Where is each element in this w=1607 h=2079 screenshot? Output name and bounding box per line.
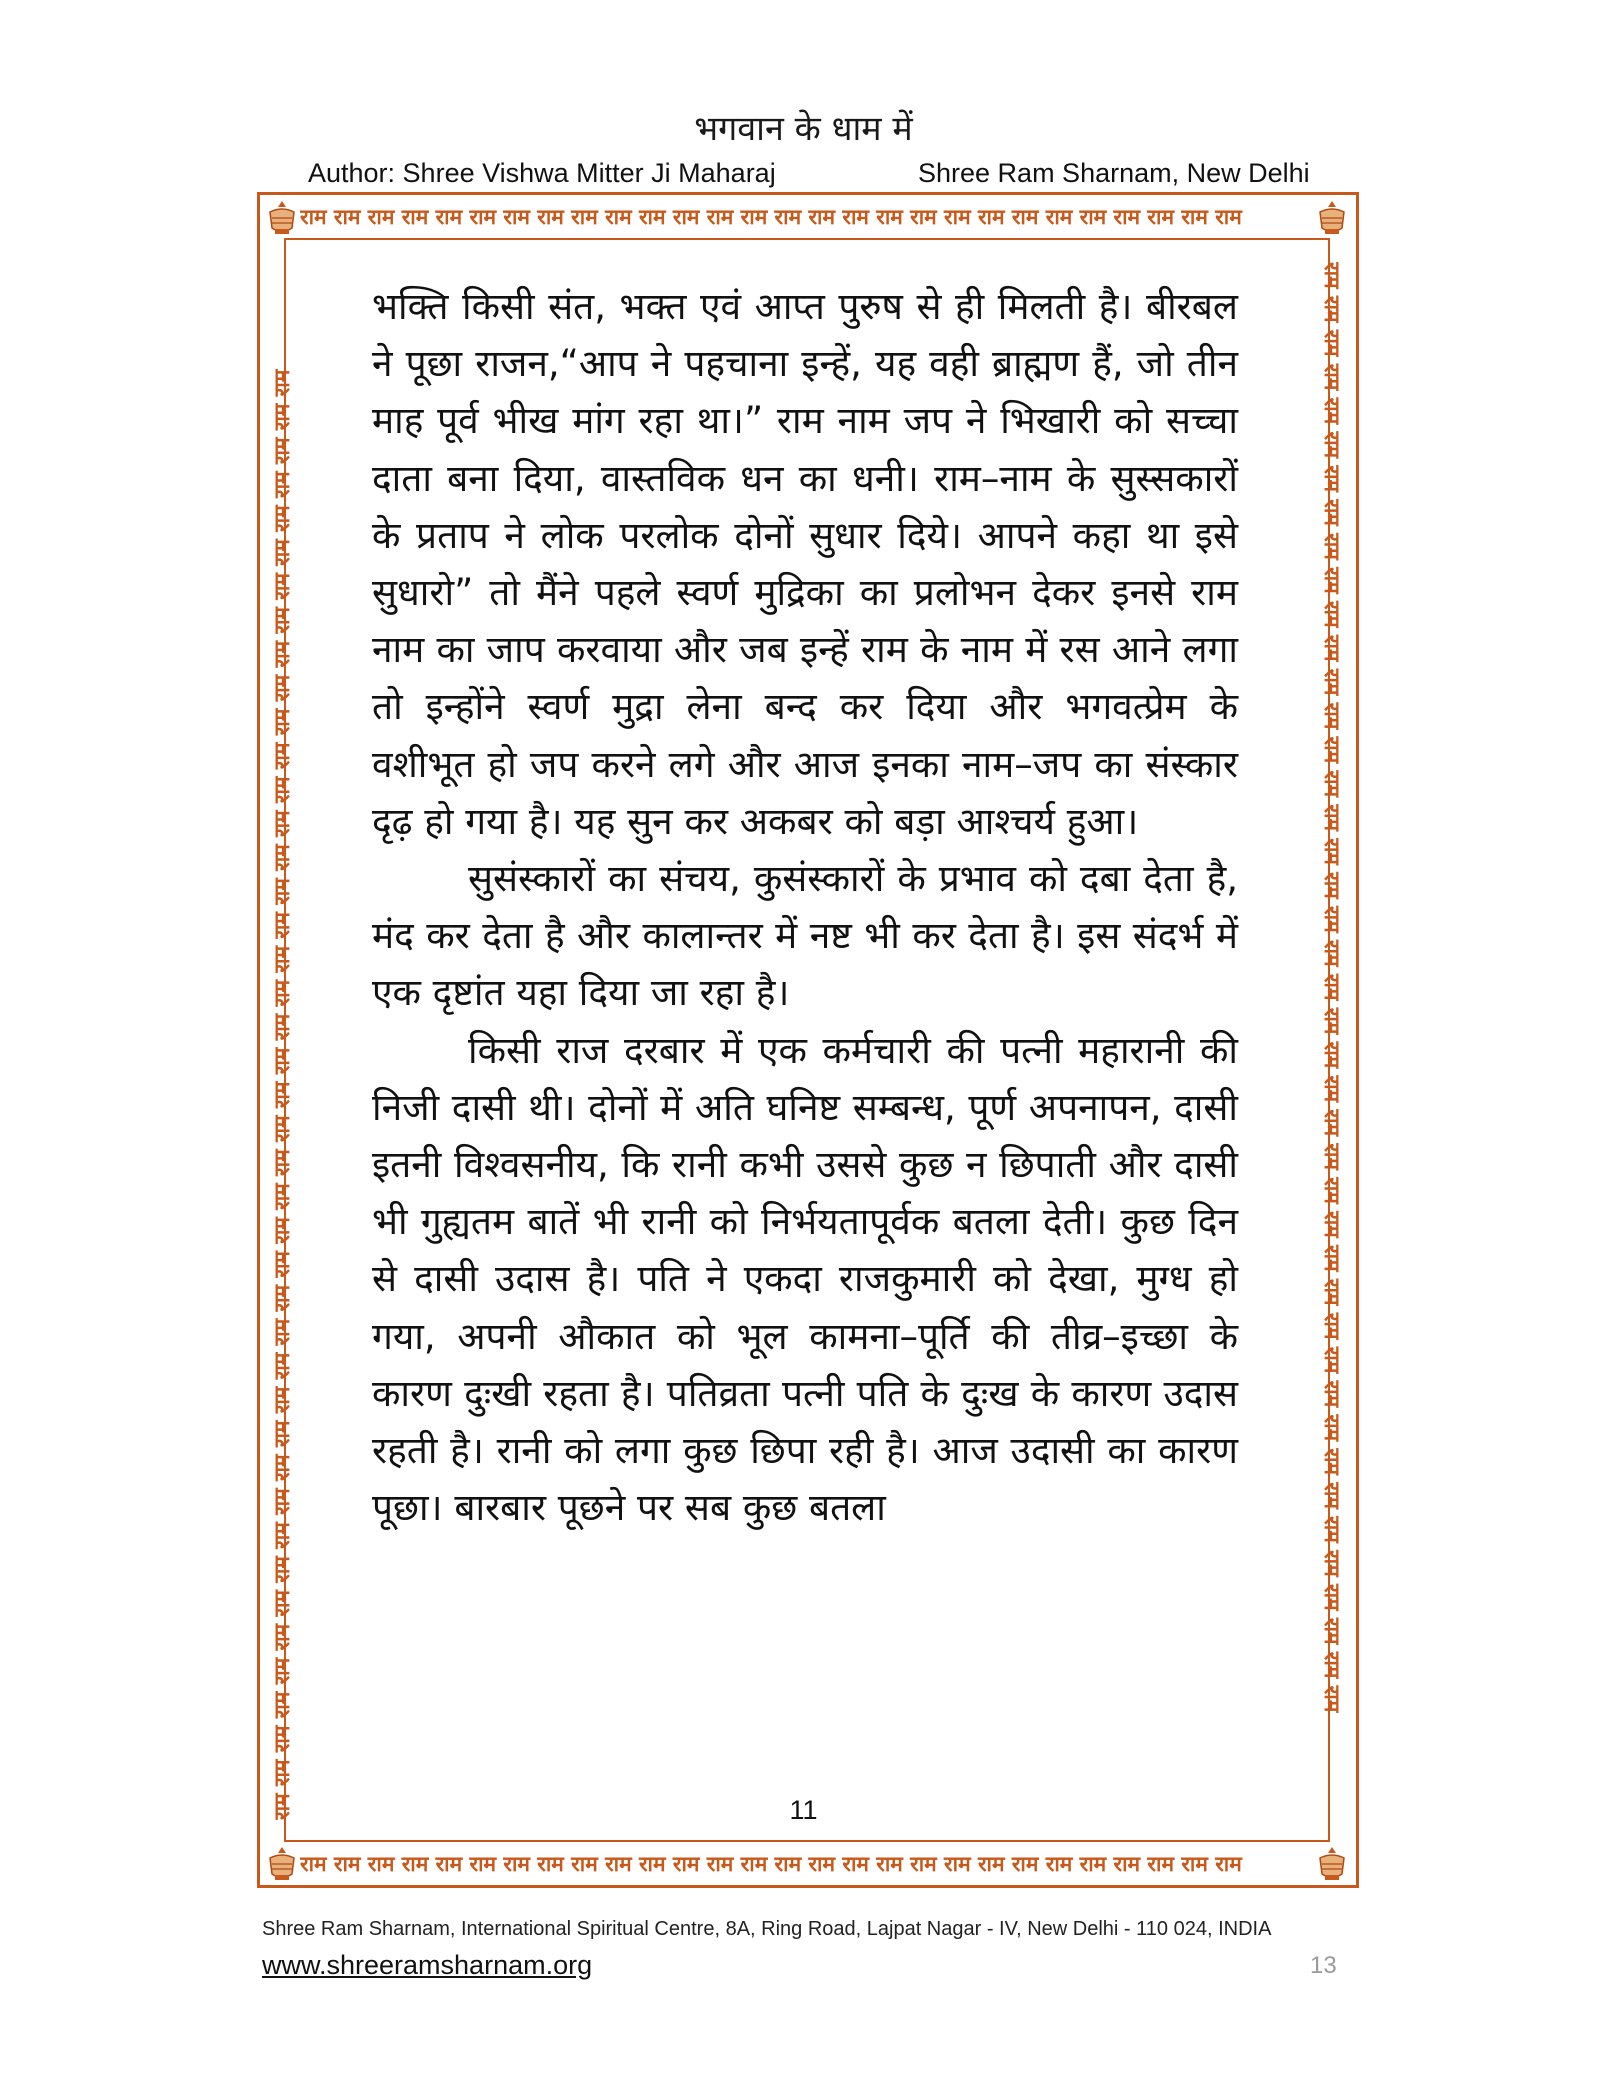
paragraph-1: भक्ति किसी संत, भक्त एवं आप्त पुरुष से ही मिलती है। बीरबल ने पूछा राजन,“आप ने पहचाना इन्हें, यह वही ब्राह्मण हैं, जो तीन माह पूर्व भीख मांग रहा था।” राम नाम जप ने भिखारी को सच्चा दाता बना दिया, वास्तविक धन का धनी। राम–नाम के सुस्सकारों के प्रताप ने लोक परलोक दोनों सुधार दिये। आपने कहा था इसे सुधारो” तो मैंने पहले स्वर्ण मुद्रिका का प्रलोभन देकर इनसे राम नाम का जाप करवाया और जब इन्हें राम के नाम में रस आने लगा तो इन्होंने स्वर्ण मुद्रा लेना बन्द कर दिया और भगवत्प्रेम के वशीभूत हो जप करने लगे और आज इनका नाम–जप का संस्कार दृढ़ हो गया है। यह सुन कर अकबर को बड़ा आश्चर्य हुआ। xyxy=(372,285,1238,843)
border-text-bottom: राम राम राम राम राम राम राम राम राम राम राम राम राम राम राम राम राम राम राम राम राम राम राम राम राम राम राम राम xyxy=(300,1852,1242,1876)
author-line: Author: Shree Vishwa Mitter Ji Maharaj xyxy=(308,158,776,188)
kalash-icon xyxy=(262,198,302,238)
book-title: भगवान के धाम में xyxy=(694,109,913,149)
border-text-left: राम राम राम राम राम राम राम राम राम राम राम राम राम राम राम राम राम राम राम राम राम राम राम राम राम राम राम राम राम राम राम राम राम राम राम राम राम राम राम राम राम राम राम xyxy=(270,369,294,1820)
kalash-icon xyxy=(262,1844,302,1884)
paragraph-2: सुसंस्कारों का संचय, कुसंस्कारों के प्रभाव को दबा देता है, मंद कर देता है और कालान्तर में नष्ट भी कर देता है। इस संदर्भ में एक दृष्टांत यहा दिया जा रहा है। xyxy=(372,857,1238,1015)
kalash-icon xyxy=(1312,1844,1352,1884)
footer-website-link[interactable]: www.shreeramsharnam.org xyxy=(262,1950,593,1980)
footer-address: Shree Ram Sharnam, International Spiritual Centre, 8A, Ring Road, Lajpat Nagar - IV, New Delhi - 110 024, INDIA xyxy=(262,1918,1272,1940)
pdf-page-number: 13 xyxy=(1310,1952,1337,1979)
paragraph-3: किसी राज दरबार में एक कर्मचारी की पत्नी महारानी की निजी दासी थी। दोनों में अति घनिष्ट सम्बन्ध, पूर्ण अपनापन, दासी इतनी विश्वसनीय, कि रानी कभी उससे कुछ न छिपाती और दासी भी गुह्यतम बातें भी रानी को निर्भयतापूर्वक बतला देती। कुछ दिन से दासी उदास है। पति ने एकदा राजकुमारी को देखा, मुग्ध हो गया, अपनी औकात को भूल कामना–पूर्ति की तीव्र–इच्छा के कारण दुःखी रहता है। पतिव्रता पत्नी पति के दुःख के कारण उदास रहती है। रानी को लगा कुछ छिपा रही है। आज उदासी का कारण पूछा। बारबार पूछने पर सब कुछ बतला xyxy=(372,1028,1238,1530)
border-text-right: राम राम राम राम राम राम राम राम राम राम राम राम राम राम राम राम राम राम राम राम राम राम राम राम राम राम राम राम राम राम राम राम राम राम राम राम राम राम राम राम राम राम राम xyxy=(1320,262,1344,1713)
border-text-top: राम राम राम राम राम राम राम राम राम राम राम राम राम राम राम राम राम राम राम राम राम राम राम राम राम राम राम राम xyxy=(300,205,1242,229)
page-body xyxy=(372,278,1238,1536)
organization-line: Shree Ram Sharnam, New Delhi xyxy=(918,158,1310,188)
kalash-icon xyxy=(1312,198,1352,238)
page-number: 11 xyxy=(789,1795,818,1825)
